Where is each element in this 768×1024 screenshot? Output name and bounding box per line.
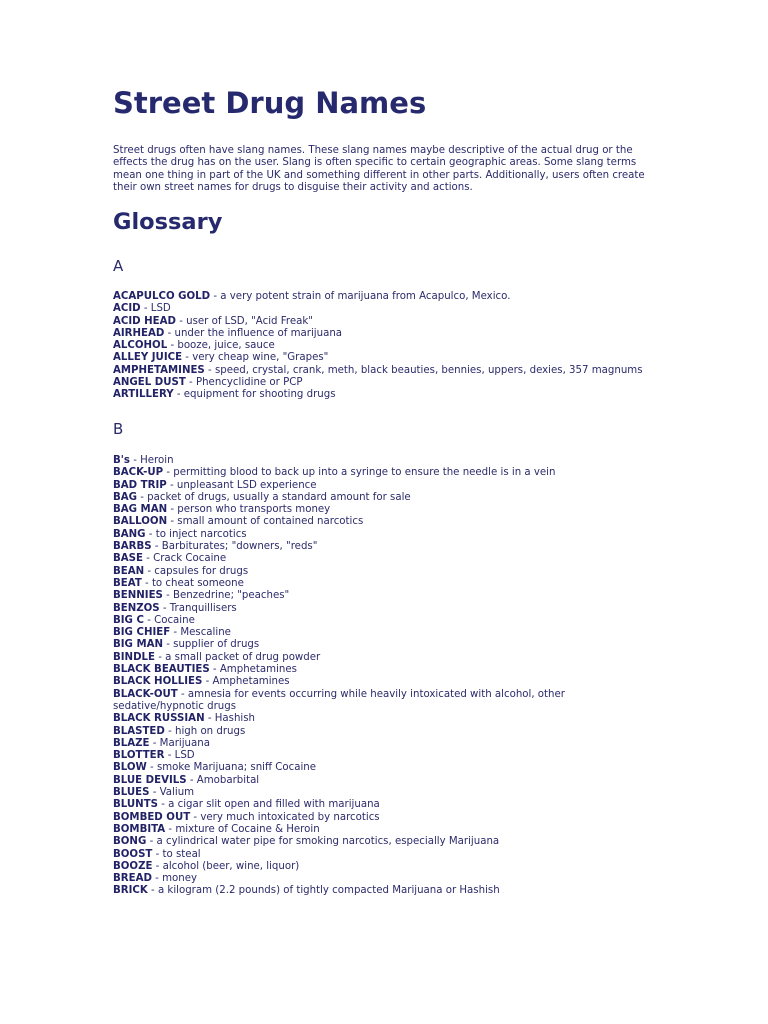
glossary-term: ACAPULCO GOLD	[113, 291, 211, 302]
glossary-term: BAG	[113, 491, 138, 503]
term-separator: -	[141, 577, 152, 589]
glossary-definition: a cigar slit open and filled with marijuana	[168, 799, 380, 811]
glossary-entry	[113, 836, 658, 848]
glossary-term: ACID	[113, 303, 141, 315]
glossary-term: BANG	[113, 528, 146, 540]
glossary-definition: alcohol (beer, wine, liquor)	[162, 860, 300, 872]
glossary-definition: permitting blood to back up into a syringe to ensure the needle is in a vein	[173, 467, 556, 479]
glossary-definition: a small packet of drug powder	[165, 651, 321, 663]
glossary-entry	[113, 603, 658, 615]
glossary-definition: Crack Cocaine	[153, 553, 227, 565]
term-separator: -	[151, 541, 162, 553]
term-separator: -	[152, 860, 163, 872]
glossary-term: BLACK HOLLIES	[113, 676, 203, 688]
glossary-term: BENNIES	[113, 590, 163, 602]
glossary-entry	[113, 377, 658, 389]
glossary-term: BLUES	[113, 787, 150, 799]
term-separator: -	[175, 315, 187, 327]
term-separator: -	[143, 614, 155, 626]
glossary-entry	[113, 713, 658, 725]
glossary-definition: smoke Marijuana; sniff Cocaine	[156, 762, 317, 774]
glossary-entry	[113, 504, 658, 516]
glossary-term: BLUE DEVILS	[113, 774, 187, 786]
glossary-term: BOOST	[113, 848, 153, 860]
glossary-term: BINDLE	[113, 651, 155, 663]
glossary-definition: packet of drugs, usually a standard amount for sale	[147, 491, 411, 503]
glossary-term: BREAD	[113, 873, 152, 885]
glossary-list-a	[113, 291, 658, 402]
term-separator: -	[167, 504, 178, 516]
glossary-term: BLOW	[113, 762, 147, 774]
glossary-definition: amnesia for events occurring while heavily intoxicated with alcohol, other sedative/hypnotic drugs	[113, 688, 565, 712]
glossary-entry	[113, 480, 658, 492]
glossary-definition: capsules for drugs	[154, 565, 249, 577]
glossary-heading: Glossary	[113, 209, 223, 235]
glossary-term: B's	[113, 455, 130, 466]
glossary-definition: to cheat someone	[151, 577, 244, 589]
glossary-entry	[113, 664, 658, 676]
glossary-term: BEAN	[113, 565, 145, 577]
glossary-entry	[113, 652, 658, 664]
glossary-entry	[113, 861, 658, 873]
glossary-entry	[113, 340, 658, 352]
term-separator: -	[145, 528, 156, 540]
glossary-list-b	[113, 455, 658, 898]
glossary-term: BOMBITA	[113, 823, 166, 835]
term-separator: -	[149, 787, 160, 799]
glossary-definition: small amount of contained narcotics	[177, 516, 364, 528]
term-separator: -	[151, 873, 163, 885]
glossary-entry	[113, 885, 658, 897]
glossary-entry	[113, 516, 658, 528]
term-separator: -	[164, 725, 175, 737]
term-separator: -	[167, 516, 178, 528]
glossary-definition: to steal	[162, 848, 201, 860]
glossary-entry	[113, 873, 658, 885]
glossary-entry	[113, 291, 658, 303]
glossary-term: BLACK RUSSIAN	[113, 713, 205, 725]
glossary-entry	[113, 762, 658, 774]
term-separator: -	[204, 364, 215, 376]
term-separator: -	[166, 479, 177, 491]
term-separator: -	[142, 553, 154, 565]
glossary-definition: a very potent strain of marijuana from Acapulco, Mexico.	[220, 291, 511, 302]
glossary-term: BLOTTER	[113, 750, 165, 762]
glossary-term: BLASTED	[113, 725, 165, 737]
glossary-term: BLACK BEAUTIES	[113, 664, 210, 676]
glossary-entry	[113, 615, 658, 627]
glossary-definition: supplier of drugs	[173, 639, 260, 651]
term-separator: -	[210, 291, 221, 302]
glossary-definition: a kilogram (2.2 pounds) of tightly compacted Marijuana or Hashish	[157, 885, 500, 897]
term-separator: -	[129, 455, 141, 466]
glossary-term: BLACK-OUT	[113, 688, 178, 700]
glossary-term: AIRHEAD	[113, 327, 165, 339]
glossary-definition: Cocaine	[154, 614, 195, 626]
term-separator: -	[164, 750, 175, 762]
glossary-entry	[113, 639, 658, 651]
glossary-definition: booze, juice, sauce	[177, 340, 275, 352]
glossary-definition: person who transports money	[177, 504, 331, 516]
glossary-entry	[113, 303, 658, 315]
glossary-entry	[113, 775, 658, 787]
glossary-term: BALLOON	[113, 516, 168, 528]
term-separator: -	[147, 885, 158, 897]
glossary-entry	[113, 738, 658, 750]
glossary-term: BLUNTS	[113, 799, 158, 811]
term-separator: -	[182, 352, 193, 364]
term-separator: -	[162, 590, 174, 602]
term-separator: -	[146, 762, 157, 774]
term-separator: -	[149, 737, 160, 749]
glossary-term: BAG MAN	[113, 504, 168, 516]
term-separator: -	[177, 688, 188, 700]
glossary-entry	[113, 849, 658, 861]
glossary-term: BOOZE	[113, 860, 153, 872]
term-separator: -	[167, 340, 178, 352]
glossary-term: ALLEY JUICE	[113, 352, 183, 364]
glossary-entry	[113, 365, 658, 377]
glossary-term: BLAZE	[113, 737, 150, 749]
glossary-definition: Mescaline	[180, 627, 231, 639]
glossary-term: ARTILLERY	[113, 389, 174, 401]
glossary-entry	[113, 590, 658, 602]
glossary-definition: speed, crystal, crank, meth, black beauties, bennies, uppers, dexies, 357 magnums	[214, 364, 643, 376]
glossary-entry	[113, 812, 658, 824]
term-separator: -	[209, 664, 220, 676]
section-letter-a: A	[113, 257, 124, 275]
intro-paragraph: Street drugs often have slang names. These slang names maybe descriptive of the actual drug or the effects the drug has on the user. Slang is often specific to certain geographic areas. Some slang terms mean one thing in part of the UK and something different in other parts. Additionally, users often create their own street names for drugs to disguise their activity and actions.	[113, 145, 645, 193]
glossary-definition: unpleasant LSD experience	[176, 479, 317, 491]
glossary-term: AMPHETAMINES	[113, 364, 205, 376]
term-separator: -	[159, 602, 170, 614]
term-separator: -	[155, 651, 166, 663]
glossary-entry	[113, 553, 658, 565]
glossary-term: BRICK	[113, 885, 148, 897]
term-separator: -	[186, 774, 197, 786]
glossary-term: BENZOS	[113, 602, 160, 614]
glossary-entry	[113, 787, 658, 799]
glossary-entry	[113, 529, 658, 541]
glossary-entry	[113, 467, 658, 479]
term-separator: -	[163, 467, 174, 479]
glossary-entry	[113, 566, 658, 578]
term-separator: -	[163, 639, 174, 651]
glossary-entry	[113, 799, 658, 811]
glossary-entry	[113, 328, 658, 340]
term-separator: -	[157, 799, 169, 811]
glossary-entry	[113, 352, 658, 364]
glossary-term: BIG CHIEF	[113, 627, 171, 639]
glossary-definition: Hashish	[214, 713, 256, 725]
page-title: Street Drug Names	[113, 86, 427, 120]
glossary-definition: to inject narcotics	[155, 528, 247, 540]
glossary-definition: Benzedrine; "peaches"	[173, 590, 290, 602]
section-letter-b: B	[113, 420, 124, 438]
glossary-definition: Marijuana	[159, 737, 210, 749]
term-separator: -	[137, 491, 148, 503]
glossary-entry	[113, 455, 658, 467]
glossary-definition: mixture of Cocaine & Heroin	[175, 823, 320, 835]
glossary-entry	[113, 824, 658, 836]
glossary-definition: LSD	[174, 750, 195, 762]
glossary-definition: LSD	[150, 303, 171, 315]
term-separator: -	[204, 713, 215, 725]
term-separator: -	[185, 377, 196, 389]
glossary-definition: Heroin	[140, 455, 174, 466]
glossary-definition: a cylindrical water pipe for smoking narcotics, especially Marijuana	[156, 836, 500, 848]
term-separator: -	[165, 823, 176, 835]
glossary-term: ANGEL DUST	[113, 377, 186, 389]
term-separator: -	[170, 627, 181, 639]
glossary-entry	[113, 676, 658, 688]
glossary-definition: very much intoxicated by narcotics	[200, 811, 380, 823]
glossary-term: BEAT	[113, 577, 142, 589]
glossary-definition: money	[162, 873, 197, 885]
glossary-entry	[113, 689, 658, 714]
glossary-entry	[113, 541, 658, 553]
glossary-term: BACK-UP	[113, 467, 164, 479]
term-separator: -	[202, 676, 213, 688]
glossary-term: BONG	[113, 836, 147, 848]
glossary-term: BIG C	[113, 614, 144, 626]
glossary-entry	[113, 316, 658, 328]
term-separator: -	[144, 565, 155, 577]
term-separator: -	[164, 327, 175, 339]
term-separator: -	[146, 836, 157, 848]
glossary-term: BASE	[113, 553, 143, 565]
glossary-entry	[113, 578, 658, 590]
term-separator: -	[152, 848, 163, 860]
glossary-entry	[113, 492, 658, 504]
glossary-definition: under the influence of marijuana	[174, 327, 343, 339]
glossary-entry	[113, 750, 658, 762]
glossary-definition: Tranquillisers	[169, 602, 237, 614]
glossary-entry	[113, 726, 658, 738]
glossary-term: BIG MAN	[113, 639, 164, 651]
glossary-entry	[113, 389, 658, 401]
term-separator: -	[190, 811, 201, 823]
glossary-definition: Barbiturates; "downers, "reds"	[161, 541, 318, 553]
glossary-definition: Amphetamines	[212, 676, 290, 688]
term-separator: -	[173, 389, 184, 401]
glossary-definition: Phencyclidine or PCP	[195, 377, 303, 389]
glossary-definition: Amphetamines	[219, 664, 297, 676]
glossary-definition: user of LSD, "Acid Freak"	[186, 315, 313, 327]
glossary-term: ALCOHOL	[113, 340, 168, 352]
glossary-definition: equipment for shooting drugs	[183, 389, 336, 401]
glossary-definition: very cheap wine, "Grapes"	[192, 352, 329, 364]
glossary-definition: high on drugs	[175, 725, 246, 737]
glossary-definition: Valium	[159, 787, 195, 799]
term-separator: -	[140, 303, 151, 315]
glossary-term: BAD TRIP	[113, 479, 167, 491]
glossary-term: BARBS	[113, 541, 152, 553]
glossary-term: ACID HEAD	[113, 315, 176, 327]
glossary-term: BOMBED OUT	[113, 811, 191, 823]
glossary-definition: Amobarbital	[196, 774, 260, 786]
glossary-entry	[113, 627, 658, 639]
